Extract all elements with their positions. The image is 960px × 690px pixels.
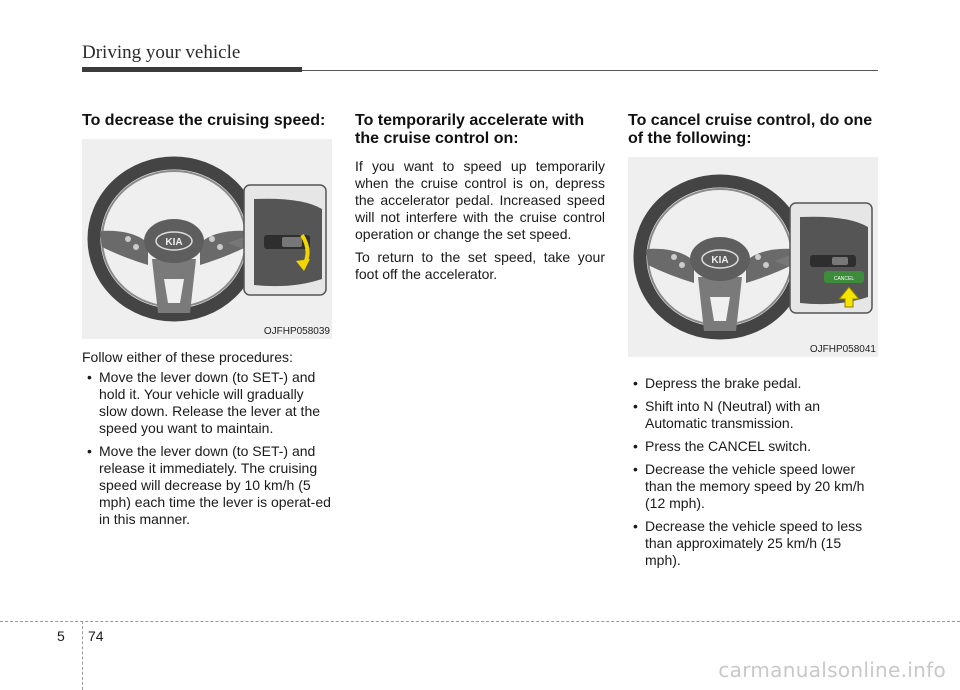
paragraph: If you want to speed up temporarily when the cruise control is on, depress the accelerator pedal. Increased speed will not interfere with the cruise control operation or change the set speed.: [355, 158, 605, 242]
chapter-number: 5: [57, 628, 65, 644]
list-item: • Move the lever down (to SET-) and hold it. Your vehicle will gradually slow down. Release the lever at the speed you want to maintain.: [82, 369, 332, 437]
watermark: carmanualsonline.info: [718, 658, 946, 682]
list-item: • Decrease the vehicle speed lower than the memory speed by 20 km/h (12 mph).: [628, 461, 878, 512]
header-accent-bar: [82, 67, 302, 72]
kia-logo: KIA: [711, 255, 729, 266]
steering-wheel-illustration: [628, 157, 878, 357]
list-item: • Depress the brake pedal.: [628, 375, 878, 392]
figure-steering-wheel-cancel: [628, 157, 878, 357]
procedure-intro: Follow either of these procedures:: [82, 349, 293, 365]
list-item: • Press the CANCEL switch.: [628, 438, 878, 455]
header-rule: [302, 70, 878, 71]
figure-steering-wheel-set: [82, 139, 332, 339]
heading-temporary-accelerate: To temporarily accelerate with the cruise control on:: [355, 112, 585, 147]
footer-divider: [82, 621, 83, 690]
kia-logo: KIA: [165, 237, 183, 248]
steering-wheel-illustration: [82, 139, 332, 339]
figure-code: OJFHP058041: [809, 344, 876, 355]
list-item: • Shift into N (Neutral) with an Automatic transmission.: [628, 398, 878, 432]
column-decrease-speed: [82, 112, 332, 534]
page-number: 74: [88, 628, 104, 644]
list-item: • Move the lever down (to SET-) and release it immediately. The cruising speed will decrease by 10 km/h (5 mph) each time the lever is operat-ed in this manner.: [82, 443, 332, 528]
paragraph: To return to the set speed, take your foot off the accelerator.: [355, 249, 605, 282]
column-cancel-cruise: [628, 112, 878, 575]
heading-cancel-cruise: To cancel cruise control, do one of the following:: [628, 112, 873, 147]
cancel-cruise-list: [628, 375, 878, 569]
decrease-speed-list: [82, 369, 332, 528]
column-temporary-accelerate: [355, 112, 605, 283]
cancel-switch-label: CANCEL: [833, 276, 855, 282]
heading-decrease-speed: To decrease the cruising speed:: [82, 112, 326, 129]
list-item: • Decrease the vehicle speed to less than approximately 25 km/h (15 mph).: [628, 518, 878, 569]
figure-code: OJFHP058039: [263, 326, 330, 337]
footer-rule: [0, 621, 960, 622]
page-header-title: Driving your vehicle: [82, 42, 241, 63]
